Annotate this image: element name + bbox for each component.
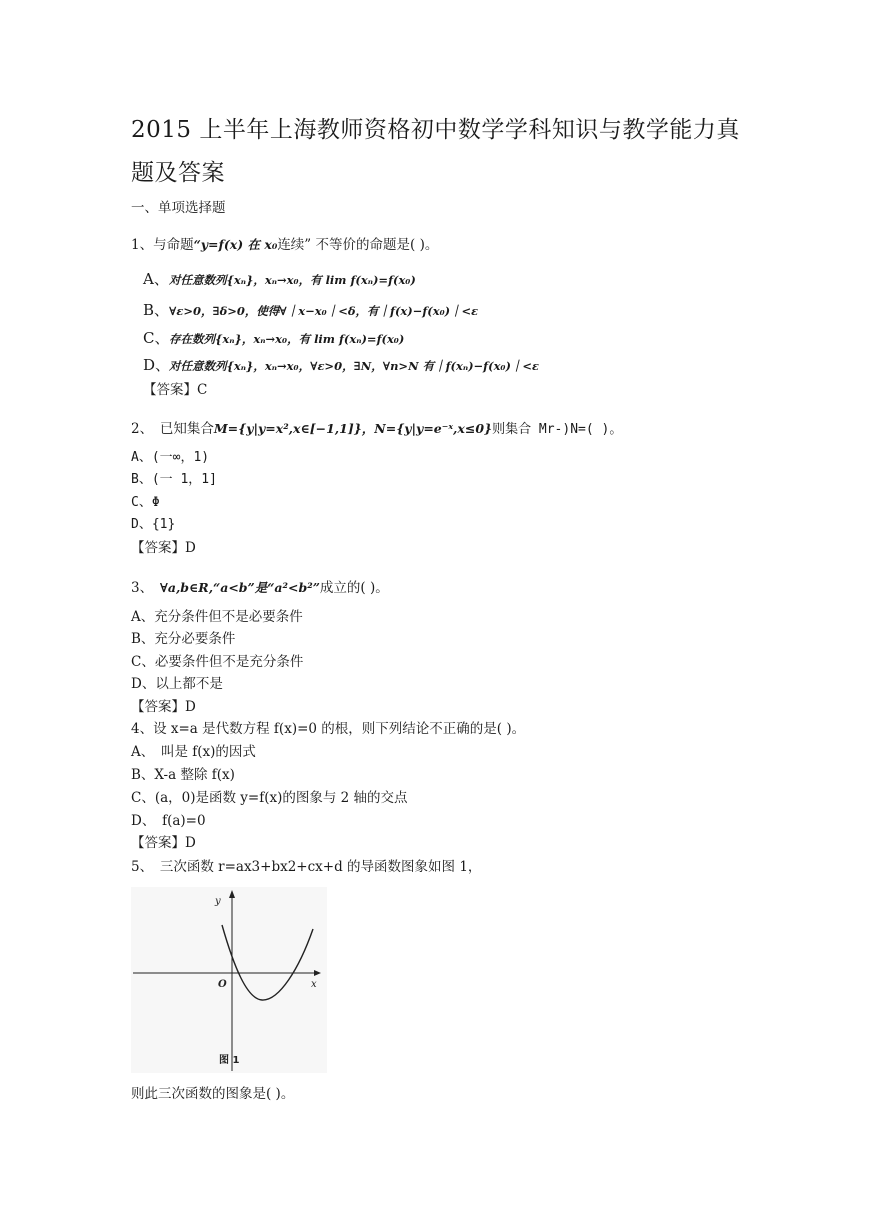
- q1-answer: 【答案】C: [143, 382, 208, 398]
- q3-option-a: A、充分条件但不是必要条件: [131, 609, 303, 625]
- q2-option-d: D、{1}: [131, 517, 176, 532]
- q4-option-d: D、 f(a)=0: [131, 813, 206, 829]
- section-heading: 一、单项选择题: [131, 200, 226, 216]
- y-axis-label: y: [215, 896, 221, 907]
- q3-option-d: D、以上都不是: [131, 676, 223, 692]
- q1-option-c: [143, 327, 404, 351]
- q3-formula: ∀a,b∈R,“a<b”是“a²<b²”: [159, 580, 320, 595]
- q5-stem: 5、 三次函数 r=ax3+bx2+cx+d 的导函数图象如图 1，: [131, 859, 482, 875]
- q1-option-c-label: C、: [143, 329, 170, 347]
- q4-stem: 4、设 x=a 是代数方程 f(x)=0 的根，则下列结论不正确的是( )。: [131, 721, 526, 737]
- q2-prefix: 2、 已知集合: [131, 421, 214, 437]
- q2-option-b: B、(一 1，1]: [131, 472, 217, 487]
- x-axis-label: x: [311, 979, 317, 990]
- q1-suffix: 连续” 不等价的命题是( )。: [277, 237, 439, 253]
- q2-answer: 【答案】D: [131, 540, 196, 556]
- figure-1-derivative-graph: [131, 887, 327, 1073]
- q1-option-a: [143, 268, 416, 292]
- figure-background: [131, 887, 327, 1073]
- q1-option-b: [143, 299, 478, 323]
- q1-option-d-text: 对任意数列{xₙ}，xₙ→x₀，∀ε>0，∃N，∀n>N 有｜f(xₙ)−f(x₀)｜<ε: [169, 359, 540, 373]
- document-title-line1: 2015 上半年上海教师资格初中数学学科知识与教学能力真: [131, 117, 740, 143]
- q1-formula: “y=f(x) 在 x₀: [193, 237, 278, 252]
- q2-option-c: C、Φ: [131, 495, 160, 510]
- q4-option-b: B、X-a 整除 f(x): [131, 767, 235, 783]
- q1-option-d: [143, 354, 539, 378]
- q2-formula: M={y|y=x²,x∈[−1,1]}，N={y|y=e⁻ˣ,x≤0}: [213, 421, 493, 436]
- origin-label: O: [218, 979, 227, 990]
- q1-option-b-text: ∀ε>0，∃δ>0，使得∀｜x−x₀｜<δ，有｜f(x)−f(x₀)｜<ε: [169, 304, 479, 318]
- q2-stem: [131, 418, 622, 441]
- q3-answer: 【答案】D: [131, 699, 196, 715]
- q3-stem: [131, 577, 389, 599]
- q3-option-b: B、充分必要条件: [131, 631, 236, 647]
- q4-option-c: C、(a，0)是函数 y=f(x)的图象与 2 轴的交点: [131, 790, 408, 806]
- q3-option-c: C、必要条件但不是充分条件: [131, 654, 304, 670]
- q1-option-a-text: 对任意数列{xₙ}，xₙ→x₀，有 lim f(xₙ)=f(x₀): [169, 273, 416, 287]
- q1-option-c-text: 存在数列{xₙ}，xₙ→x₀，有 lim f(xₙ)=f(x₀): [169, 332, 405, 346]
- q1-option-a-label: A、: [143, 270, 169, 288]
- document-title-line2: 题及答案: [131, 160, 225, 186]
- q5-follow-up: 则此三次函数的图象是( )。: [131, 1086, 295, 1102]
- q1-stem: [131, 234, 438, 256]
- q4-answer: 【答案】D: [131, 835, 196, 851]
- q2-suffix: 则集合 Mr-)N=( )。: [492, 422, 623, 437]
- q4-option-a: A、 叫是 f(x)的因式: [131, 744, 256, 760]
- figure-caption: 图 1: [219, 1055, 240, 1066]
- q3-prefix: 3、: [131, 580, 160, 596]
- q1-option-d-label: D、: [143, 356, 171, 374]
- q2-option-a: A、(一∞，1): [131, 450, 210, 465]
- q1-option-b-label: B、: [143, 301, 170, 319]
- q3-suffix: 成立的( )。: [319, 580, 389, 596]
- q1-prefix: 1、与命题: [131, 237, 194, 253]
